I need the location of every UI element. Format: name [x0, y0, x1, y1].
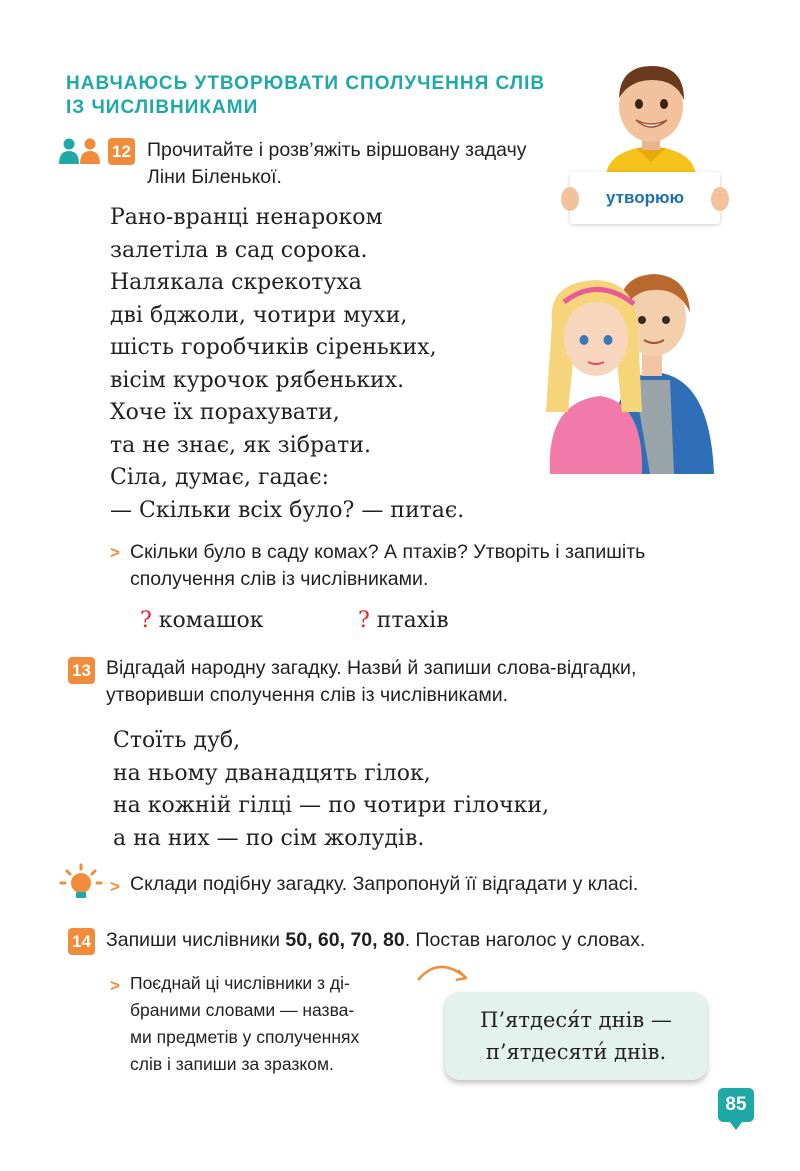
poem	[110, 202, 464, 527]
hint-line: слів і запиши за зразком.	[130, 1054, 334, 1074]
task-12-text-line-1: Прочитайте і розв’яжіть віршовану задачу	[147, 139, 527, 161]
task-13-number: 13	[68, 657, 95, 684]
hint-line: Поєднай ці числівники з ді-	[130, 973, 350, 993]
pair-work-icon	[58, 138, 102, 164]
task-14-text-suffix: . Постав наголос у словах.	[404, 929, 646, 951]
answer-word-2: птахів	[376, 608, 449, 633]
poem-line: — Скільки всіх було? — питає.	[110, 497, 465, 523]
task-12-question	[130, 539, 750, 593]
example-card	[445, 992, 707, 1080]
example-line-1: П’ятдеся́т днів —	[480, 1008, 672, 1032]
riddle-line: Стоїть дуб,	[113, 728, 241, 753]
task-12-question-line-2: сполучення слів із числівниками.	[130, 568, 429, 590]
right-hand	[710, 186, 730, 212]
riddle	[113, 725, 549, 855]
boy-illustration	[596, 58, 706, 176]
poem-line: та не знає, як зібрати.	[110, 432, 371, 458]
task-12-text	[147, 137, 527, 191]
left-hand	[560, 186, 580, 212]
task-14-numbers: 50, 60, 70, 80	[285, 929, 405, 951]
poem-line: залетіла в сад сорока.	[110, 237, 368, 263]
task-13-text-line-2: утворивши сполучення слів із числівниками.	[106, 684, 509, 706]
example-line-2: п’ятдесяти́ днів.	[485, 1040, 667, 1064]
task-14-text-prefix: Запиши числівники	[106, 929, 286, 951]
poem-line: Налякала скрекотуха	[110, 270, 362, 295]
sign-label: утворюю	[605, 188, 685, 207]
task-12-text-line-2: Ліни Біленької.	[147, 166, 282, 188]
poem-line: Хоче їх порахувати,	[110, 400, 340, 425]
poem-line: вісім курочок рябеньких.	[110, 367, 405, 393]
answer-template-2	[358, 608, 449, 633]
task-13-text-line-1: Відгадай народну загадку. Назви́ й запиши слова-відгадки,	[106, 657, 637, 679]
bullet-marker: >	[110, 976, 120, 995]
answer-word-1: комашок	[158, 608, 264, 633]
poem-line: Рано-вранці ненароком	[110, 205, 383, 230]
page-number: 85	[718, 1088, 754, 1122]
hint-line: браними словами — назва-	[130, 1000, 355, 1020]
task-14-number: 14	[68, 928, 95, 955]
task-14-hint	[130, 970, 359, 1078]
page-number-tab	[729, 1121, 743, 1130]
poem-line: Сіла, думає, гадає:	[110, 465, 330, 490]
task-12-question-line-1: Скільки було в саду комах? А птахів? Утворіть і запишіть	[130, 541, 646, 563]
task-12-number: 12	[108, 138, 135, 165]
bullet-marker: >	[110, 877, 120, 896]
riddle-line: а на них — по сім жолудів.	[113, 825, 425, 851]
task-13-text	[106, 655, 756, 709]
kids-illustration	[538, 262, 722, 474]
lightbulb-icon	[58, 863, 104, 901]
task-13-extra: Склади подібну загадку. Запропонуй її відгадати у класі.	[130, 873, 639, 895]
hint-line: ми предметів у сполученнях	[130, 1027, 360, 1047]
bullet-marker: >	[110, 543, 120, 562]
heading-line-1: НАВЧАЮСЬ УТВОРЮВАТИ СПОЛУЧЕННЯ СЛІВ	[66, 73, 546, 94]
riddle-line: на ньому дванадцять гілок,	[113, 760, 431, 786]
sign-card	[570, 172, 720, 224]
question-mark: ?	[140, 608, 152, 633]
section-heading	[66, 72, 586, 120]
curved-arrow-icon	[414, 958, 474, 988]
riddle-line: на кожній гілці — по чотири гілочки,	[113, 793, 550, 818]
answer-template-1	[140, 608, 263, 633]
question-mark: ?	[358, 608, 370, 633]
poem-line: дві бджоли, чотири мухи,	[110, 302, 408, 328]
task-14-text	[106, 927, 645, 954]
poem-line: шість горобчиків сіреньких,	[110, 335, 437, 360]
heading-line-2: ІЗ ЧИСЛІВНИКАМИ	[66, 97, 259, 118]
